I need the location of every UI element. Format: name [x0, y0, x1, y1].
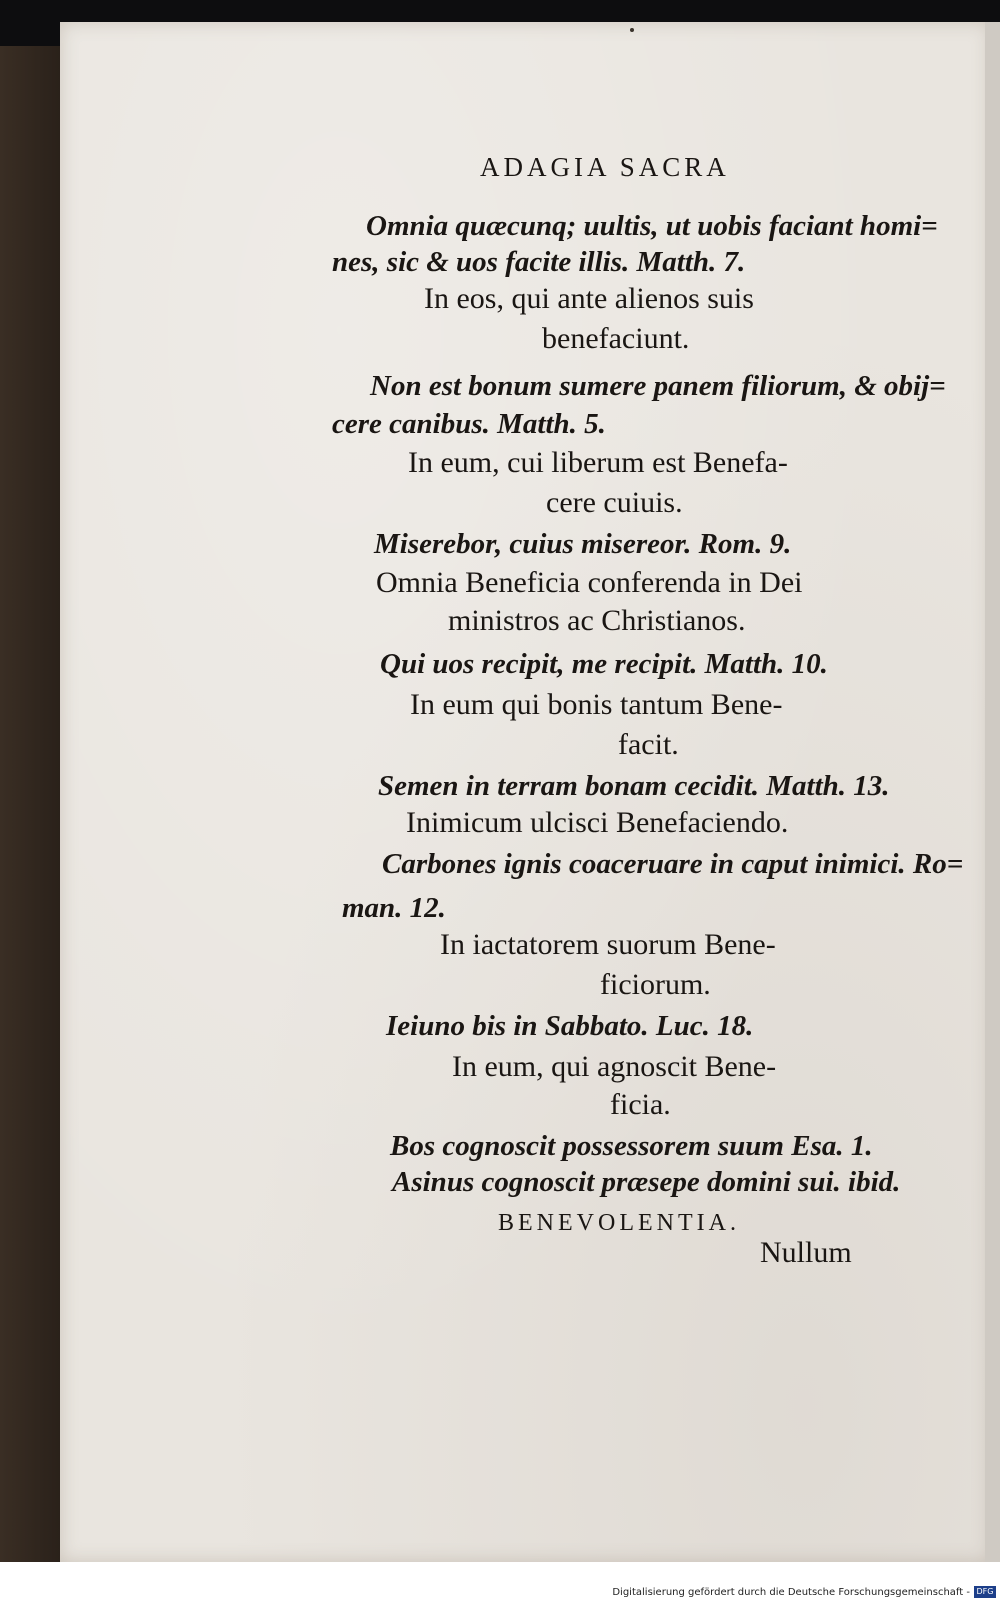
text-line: ficiorum. — [600, 968, 711, 1001]
text-line: Qui uos recipit, me recipit. Matth. 10. — [380, 648, 828, 680]
text-line: Semen in terram bonam cecidit. Matth. 13. — [378, 770, 890, 802]
text-line: Ieiuno bis in Sabbato. Luc. 18. — [386, 1010, 754, 1042]
running-title: ADAGIA SACRA — [480, 152, 730, 182]
text-line: facit. — [618, 728, 679, 761]
dfg-logo: DFG — [974, 1586, 996, 1598]
text-line: Non est bonum sumere panem filiorum, & obij= — [370, 370, 946, 402]
text-line: In eum qui bonis tantum Bene- — [410, 688, 783, 721]
text-line: ficia. — [610, 1088, 671, 1121]
text-line: In eum, cui liberum est Benefa- — [408, 446, 788, 479]
text-line: Carbones ignis coaceruare in caput inimici. Ro= — [382, 848, 964, 880]
text-line: Omnia quæcunq; uultis, ut uobis faciant homi= — [366, 210, 938, 242]
text-line: In eum, qui agnoscit Bene- — [452, 1050, 777, 1083]
text-line: man. 12. — [342, 892, 446, 924]
catchword: Nullum — [760, 1236, 852, 1269]
text-line: In eos, qui ante alienos suis — [424, 282, 754, 315]
page-edge — [985, 22, 1000, 1562]
text-line: In iactatorem suorum Bene- — [440, 928, 776, 961]
text-line: Miserebor, cuius misereor. Rom. 9. — [374, 528, 792, 560]
section-heading: BENEVOLENTIA. — [498, 1210, 740, 1236]
text-line: Omnia Beneficia conferenda in Dei — [376, 566, 803, 599]
text-line: Asinus cognoscit præsepe domini sui. ibid. — [392, 1166, 901, 1198]
ink-speck — [630, 28, 634, 32]
text-line: Bos cognoscit possessorem suum Esa. 1. — [390, 1130, 873, 1162]
text-line: cere canibus. Matth. 5. — [332, 408, 606, 440]
text-line: nes, sic & uos facite illis. Matth. 7. — [332, 246, 746, 278]
text-line: ministros ac Christianos. — [448, 604, 746, 637]
text-line: cere cuiuis. — [546, 486, 683, 519]
text-line: benefaciunt. — [542, 322, 690, 355]
text-line: Inimicum ulcisci Benefaciendo. — [406, 806, 789, 839]
funding-credit: Digitalisierung gefördert durch die Deutsche Forschungsgemeinschaft - — [612, 1587, 970, 1598]
